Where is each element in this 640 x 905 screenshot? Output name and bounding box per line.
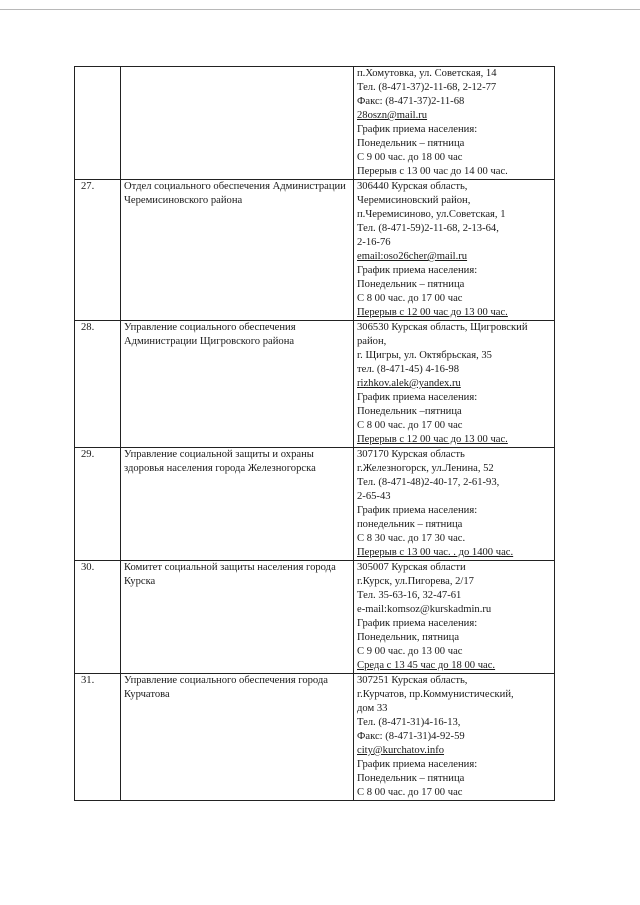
contact-line: Понедельник –пятница — [357, 406, 462, 417]
row-number: 29. — [75, 448, 121, 561]
contact-details — [354, 321, 555, 448]
organization-name: Управление социального обеспечения города Курчатова — [121, 674, 354, 801]
contact-line: График приема населения: — [357, 505, 478, 516]
contact-line: 306440 Курская область, — [357, 181, 468, 192]
contact-line: Тел. (8-471-31)4-16-13, — [357, 717, 461, 728]
contact-line: rizhkov.alek@yandex.ru — [357, 378, 461, 389]
contact-line: С 9 00 час. до 13 00 час — [357, 646, 463, 657]
contact-line: г. Щигры, ул. Октябрьская, 35 — [357, 350, 492, 361]
contact-line: Перерыв с 13 00 час до 14 00 час. — [357, 166, 508, 177]
contact-line: Тел. (8-471-59)2-11-68, 2-13-64, — [357, 223, 499, 234]
contact-line: График приема населения: — [357, 392, 478, 403]
contact-line: тел. (8-471-45) 4-16-98 — [357, 364, 459, 375]
row-number: 28. — [75, 321, 121, 448]
contact-line: Перерыв с 12 00 час до 13 00 час. — [357, 307, 508, 318]
contact-line: 307170 Курская область — [357, 449, 465, 460]
contact-line: 2-65-43 — [357, 491, 391, 502]
table-row — [75, 448, 555, 561]
table-row — [75, 321, 555, 448]
contact-line: email:oso26cher@mail.ru — [357, 251, 468, 262]
contact-line: График приема населения: — [357, 124, 478, 135]
contact-line: 306530 Курская область, Щигровский — [357, 322, 528, 333]
row-number: 30. — [75, 561, 121, 674]
table-row — [75, 180, 555, 321]
contact-line: С 8 30 час. до 17 30 час. — [357, 533, 466, 544]
contact-line: 307251 Курская область, — [357, 675, 468, 686]
contact-line: Факс: (8-471-31)4-92-59 — [357, 731, 465, 742]
contact-line: График приема населения: — [357, 265, 478, 276]
contact-line: С 9 00 час. до 18 00 час — [357, 152, 463, 163]
contact-line: г.Железногорск, ул.Ленина, 52 — [357, 463, 494, 474]
table-row — [75, 674, 555, 801]
organization-name: Отдел социального обеспечения Администрации Черемисиновского района — [121, 180, 354, 321]
contact-line: Среда с 13 45 час до 18 00 час. — [357, 660, 496, 671]
contact-line: п.Черемисиново, ул.Советская, 1 — [357, 209, 506, 220]
contact-line: п.Хомутовка, ул. Советская, 14 — [357, 68, 497, 79]
contact-line: понедельник – пятница — [357, 519, 463, 530]
contact-line: С 8 00 час. до 17 00 час — [357, 293, 463, 304]
contact-details — [354, 180, 555, 321]
scan-top-edge — [0, 9, 640, 10]
row-number — [75, 67, 121, 180]
contact-line: Понедельник – пятница — [357, 279, 465, 290]
organization-name: Управление социальной защиты и охраны здоровья населения города Железногорска — [121, 448, 354, 561]
contact-line: С 8 00 час. до 17 00 час — [357, 420, 463, 431]
organization-name — [121, 67, 354, 180]
contact-line: дом 33 — [357, 703, 388, 714]
contact-line: Тел. (8-471-37)2-11-68, 2-12-77 — [357, 82, 497, 93]
organization-name: Комитет социальной защиты населения города Курска — [121, 561, 354, 674]
contact-line: г.Курск, ул.Пигорева, 2/17 — [357, 576, 474, 587]
contact-line: район, — [357, 336, 387, 347]
contact-line: Перерыв с 13 00 час. . до 1400 час. — [357, 547, 514, 558]
contact-line: Тел. 35-63-16, 32-47-61 — [357, 590, 462, 601]
row-number: 27. — [75, 180, 121, 321]
contact-details — [354, 67, 555, 180]
contact-line: city@kurchatov.info — [357, 745, 445, 756]
contact-line: График приема населения: — [357, 759, 478, 770]
contact-line: Понедельник – пятница — [357, 773, 465, 784]
contact-line: Перерыв с 12 00 час до 13 00 час. — [357, 434, 508, 445]
contact-line: Факс: (8-471-37)2-11-68 — [357, 96, 465, 107]
social-services-table — [74, 66, 555, 801]
table-row — [75, 561, 555, 674]
row-number: 31. — [75, 674, 121, 801]
contact-line: 305007 Курская области — [357, 562, 466, 573]
contact-line: Понедельник, пятница — [357, 632, 460, 643]
contact-line: г.Курчатов, пр.Коммунистический, — [357, 689, 514, 700]
contact-line: Черемисиновский район, — [357, 195, 471, 206]
contact-line: 28oszn@mail.ru — [357, 110, 428, 121]
organization-name: Управление социального обеспечения Администрации Щигровского района — [121, 321, 354, 448]
contact-line: 2-16-76 — [357, 237, 391, 248]
contact-details — [354, 448, 555, 561]
contact-line: e-mail:komsoz@kurskadmin.ru — [357, 604, 492, 615]
table-row — [75, 67, 555, 180]
contact-line: Понедельник – пятница — [357, 138, 465, 149]
contact-line: График приема населения: — [357, 618, 478, 629]
contact-details — [354, 561, 555, 674]
contact-line: С 8 00 час. до 17 00 час — [357, 787, 463, 798]
contact-details — [354, 674, 555, 801]
contact-line: Тел. (8-471-48)2-40-17, 2-61-93, — [357, 477, 500, 488]
